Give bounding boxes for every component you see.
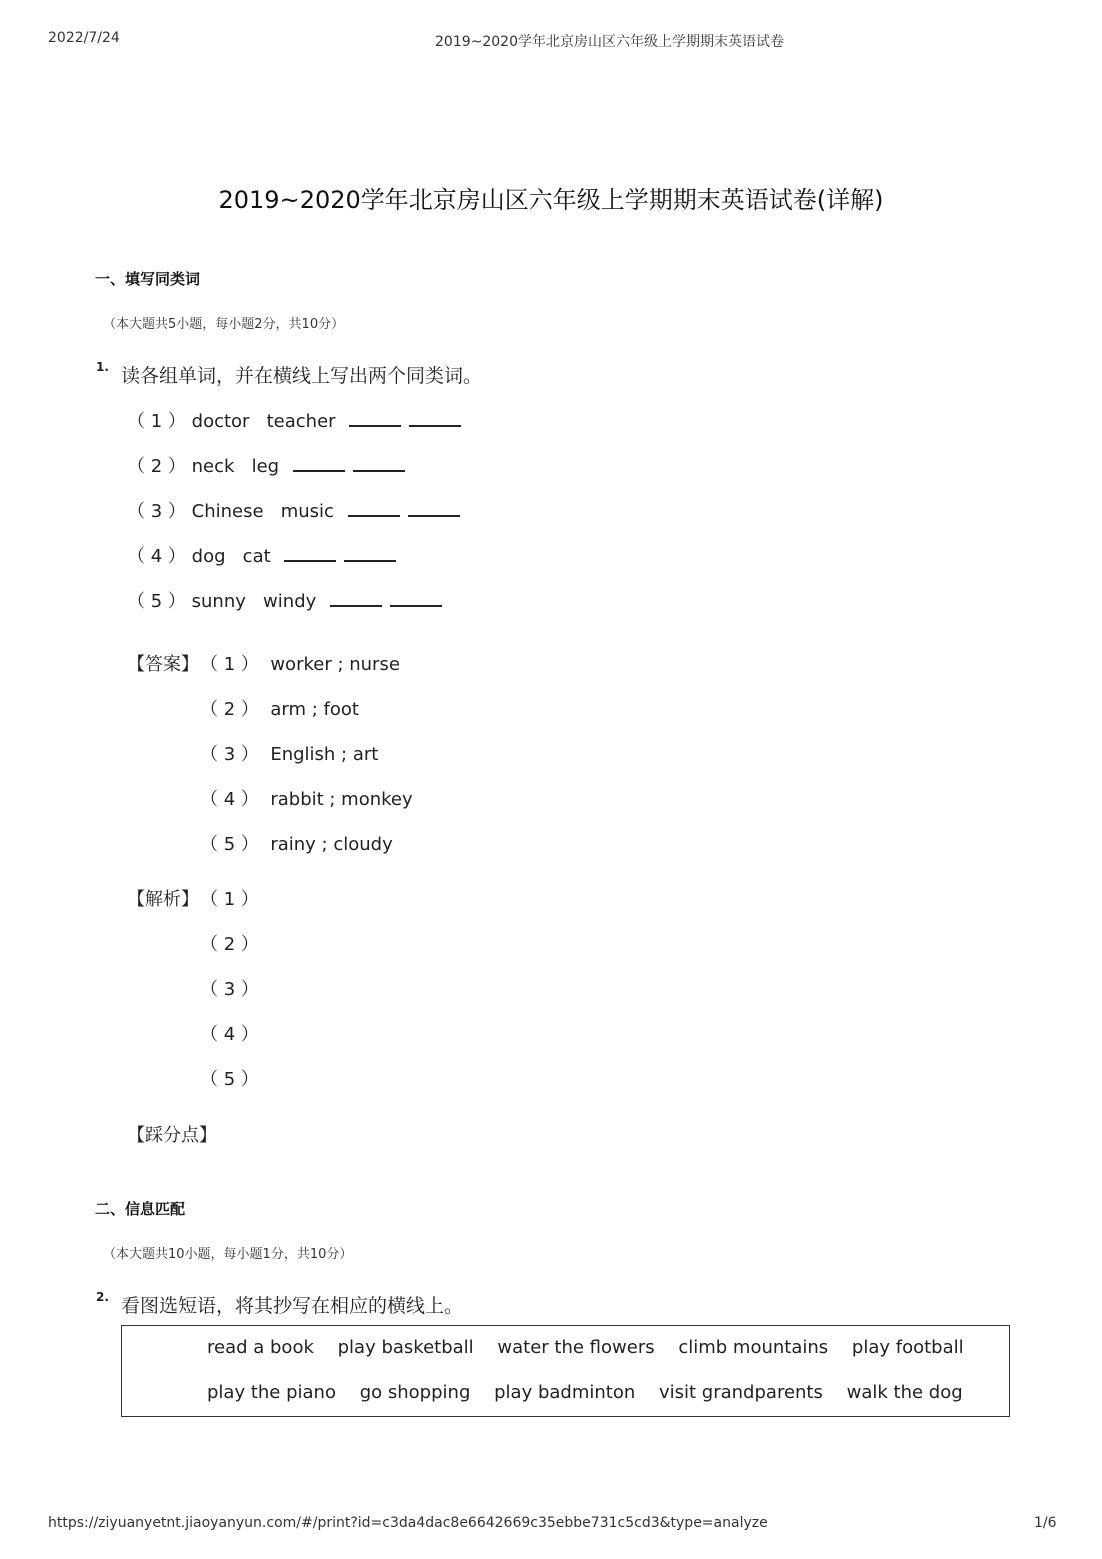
- answer-blank: [409, 411, 461, 427]
- item-number: （ 1 ）: [127, 411, 186, 432]
- analysis-line: （ 5 ）: [200, 1069, 259, 1090]
- phrase: climb mountains: [678, 1337, 829, 1358]
- item-number: （ 3 ）: [127, 501, 186, 522]
- answer-blank: [349, 411, 401, 427]
- item-words: neck leg: [191, 456, 280, 477]
- analysis-line: （ 4 ）: [200, 1024, 259, 1045]
- question-2-number: 2.: [96, 1290, 109, 1304]
- phrase-row: [207, 1382, 981, 1403]
- item-number: （ 2 ）: [127, 456, 186, 477]
- footer-page-number: 1/6: [1034, 1515, 1057, 1531]
- answer-line: （ 3 ） English ; art: [200, 744, 379, 765]
- section-1-note: （本大题共5小题，每小题2分，共10分）: [103, 317, 345, 332]
- phrase: play the piano: [207, 1382, 336, 1403]
- section-2-heading: 二、信息匹配: [95, 1200, 186, 1218]
- phrase: go shopping: [359, 1382, 471, 1403]
- header-date: 2022/7/24: [48, 30, 120, 46]
- footer-url[interactable]: https://ziyuanyetnt.jiaoyanyun.com/#/print?id=c3da4dac8e6642669c35ebbe731c5cd3&type=analyze: [48, 1515, 768, 1531]
- phrase-box: [121, 1325, 1010, 1417]
- item-words: dog cat: [191, 546, 271, 567]
- phrase: visit grandparents: [658, 1382, 823, 1403]
- answer-blank: [293, 456, 345, 472]
- item-words: sunny windy: [191, 591, 317, 612]
- question-item: [127, 587, 442, 613]
- phrase: walk the dog: [846, 1382, 963, 1403]
- scoring-points-label: 【踩分点】: [127, 1125, 217, 1146]
- answer-line: （ 2 ） arm ; foot: [200, 699, 359, 720]
- phrase-row: [207, 1337, 982, 1358]
- analysis-line: （ 3 ）: [200, 979, 259, 1000]
- question-1-number: 1.: [96, 360, 109, 374]
- question-item: [127, 497, 460, 523]
- section-2-note: （本大题共10小题，每小题1分，共10分）: [103, 1247, 353, 1262]
- phrase: play basketball: [337, 1337, 474, 1358]
- answer-blank: [344, 546, 396, 562]
- document-title: 2019~2020学年北京房山区六年级上学期期末英语试卷(详解): [218, 186, 884, 214]
- answer-blank: [390, 591, 442, 607]
- question-2-text: 看图选短语，将其抄写在相应的横线上。: [121, 1295, 464, 1317]
- answer-blank: [330, 591, 382, 607]
- item-number: （ 5 ）: [127, 591, 186, 612]
- section-1-heading: 一、填写同类词: [95, 270, 201, 288]
- question-item: [127, 407, 461, 433]
- phrase: read a book: [207, 1337, 314, 1358]
- answer-label: 【答案】: [127, 654, 199, 675]
- analysis-line: （ 2 ）: [200, 934, 259, 955]
- answer-blank: [284, 546, 336, 562]
- answer-blank: [348, 501, 400, 517]
- answer-blank: [353, 456, 405, 472]
- item-words: doctor teacher: [191, 411, 336, 432]
- item-words: Chinese music: [191, 501, 334, 522]
- answer-line: （ 4 ） rabbit ; monkey: [200, 789, 413, 810]
- phrase: water the flowers: [497, 1337, 655, 1358]
- header-title: 2019~2020学年北京房山区六年级上学期期末英语试卷: [435, 34, 784, 50]
- question-1-text: 读各组单词，并在横线上写出两个同类词。: [121, 365, 483, 387]
- answer-line: （ 1 ） worker ; nurse: [200, 654, 400, 675]
- item-number: （ 4 ）: [127, 546, 186, 567]
- analysis-line: （ 1 ）: [200, 889, 259, 910]
- answer-blank: [408, 501, 460, 517]
- analysis-label: 【解析】: [127, 889, 199, 910]
- answer-line: （ 5 ） rainy ; cloudy: [200, 834, 393, 855]
- question-item: [127, 452, 405, 478]
- phrase: play badminton: [494, 1382, 636, 1403]
- question-item: [127, 542, 396, 568]
- phrase: play football: [851, 1337, 964, 1358]
